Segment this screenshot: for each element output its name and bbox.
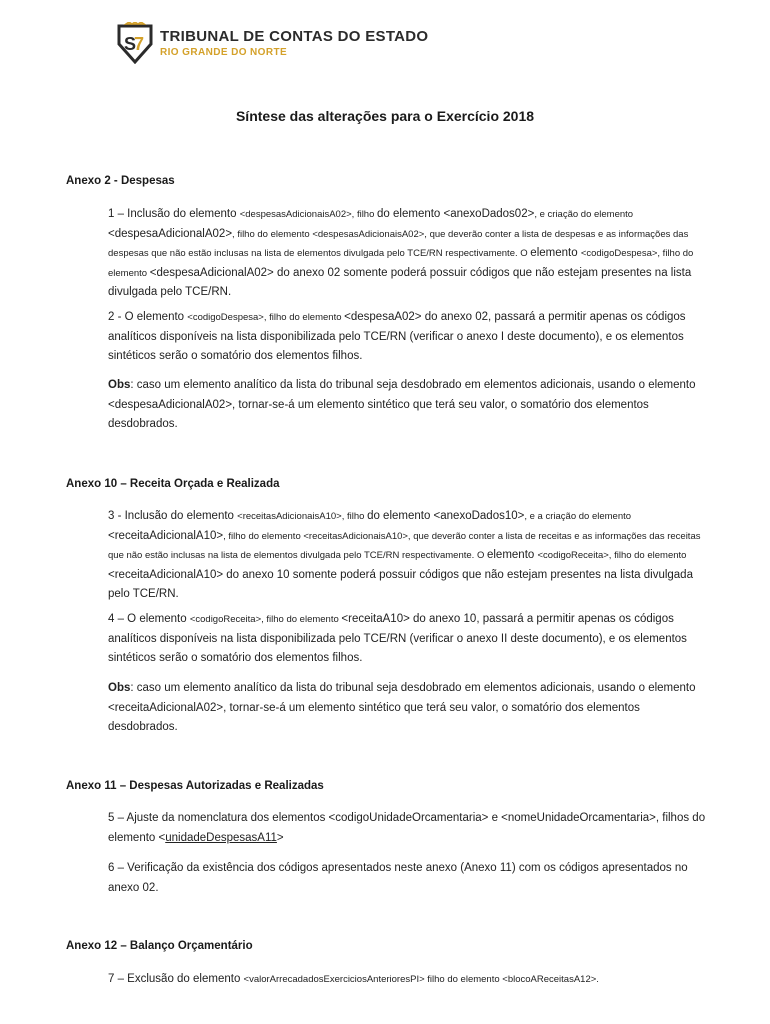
text-run: , e criação do elemento [534,209,634,220]
text-run: <despesaAdicionalA02> [108,227,233,240]
paragraph-item-1 [108,205,708,303]
text-run: , e a criação do elemento [524,511,632,522]
text-run: , filho do elemento <receitasAdicionaisA10>, que deverão conter a lista de receitas e as informações das receitas que não estão inclusas na lista de elementos divulgada pelo TCE/RN respectivamente. O [108,530,701,561]
obs-note-anexo-2 [108,376,708,435]
underlined-element-name: unidadeDespesasA11 [165,831,277,844]
text-run: <despesasAdicionaisA02>, filho [239,209,378,220]
text-run: 2 - O elemento [108,311,188,323]
text-run: 1 – Inclusão do elemento [108,208,240,220]
text-run: <codigoReceita>, filho do elemento [537,550,687,561]
section-heading-anexo-12: Anexo 12 – Balanço Orçamentário [66,940,253,952]
text-run: 3 - Inclusão do elemento [108,510,238,522]
text-run: , filho do elemento [263,312,345,323]
obs-label: Obs [108,379,131,391]
text-run: , filho do elemento <despesasAdicionaisA02>, que deverão conter a lista de despesas e as informações das despesas que não estão inclusas na lista de elementos divulgada pelo TCE/RN respectivamente. O [108,228,689,259]
text-run: do elemento <anexoDados10> [367,510,525,522]
text-run: <codigoDespesa>, filho do elemento [108,248,694,279]
paragraph-item-3 [108,507,708,605]
paragraph-item-5 [108,809,708,848]
text-run: do elemento <anexoDados02> [377,208,535,220]
text-run: : caso um elemento analítico da lista do tribunal seja desdobrado em elementos adicionais, usando o elemento <receitaAdicionalA02>, tornar-se-á um elemento sintético que terá seu valor, o somatório dos elementos desdobrados. [108,682,696,733]
text-run: <receitaAdicionalA10> [108,529,224,542]
section-heading-anexo-11: Anexo 11 – Despesas Autorizadas e Realizadas [66,780,324,792]
text-run: <valorArrecadadosExerciciosAnterioresPI> filho do elemento <blocoAReceitasA12>. [243,974,599,985]
text-run: : caso um elemento analítico da lista do tribunal seja desdobrado em elementos adicionais, usando o elemento <despesaAdicionalA02>, tornar-se-á um elemento sintético que terá seu valor, o somatório dos elementos desdobrados. [108,379,696,430]
text-run: 4 – O elemento [108,613,190,625]
org-subtitle: RIO GRANDE DO NORTE [160,47,288,58]
text-run: <codigoReceita>, filho do elemento [189,614,342,625]
text-run: elemento [486,549,538,561]
svg-text:7: 7 [134,34,145,54]
paragraph-item-2 [108,308,708,367]
section-heading-anexo-2: Anexo 2 - Despesas [66,175,175,187]
obs-note-anexo-10 [108,679,708,738]
paragraph-item-4 [108,610,708,669]
svg-text:S: S [124,34,137,54]
text-run: 7 – Exclusão do elemento [108,973,244,985]
section-heading-anexo-10: Anexo 10 – Receita Orçada e Realizada [66,478,280,490]
obs-label: Obs [108,682,131,694]
text-run: <receitasAdicionaisA10>, filho [237,511,368,522]
tce-rn-logo-icon [116,22,154,64]
paragraph-item-6: 6 – Verificação da existência dos códigos apresentados neste anexo (Anexo 11) com os códigos apresentados no anexo 02. [108,862,688,894]
text-run: <despesaAdicionalA02> do anexo 02 somente poderá possuir códigos que não estejam presentes na lista divulgada pelo TCE/RN. [108,266,692,298]
text-run: elemento [530,247,581,259]
text-run: > [276,831,284,844]
org-name: TRIBUNAL DE CONTAS DO ESTADO [160,28,429,45]
text-run: <receitaAdicionalA10> do anexo 10 somente poderá possuir códigos que não estejam presentes na lista divulgada pelo TCE/RN. [108,568,693,600]
paragraph-item-7 [108,970,708,990]
text-run: <receitaA10> do anexo 10, passará a permitir apenas os códigos analíticos disponíveis na lista disponibilizada pelo TCE/RN (verificar o anexo II deste documento), e os elementos sintéticos serão o somatório dos elementos filhos. [108,613,687,664]
text-run: <despesaA02> do anexo 02, passará a permitir apenas os códigos analíticos disponíveis na lista disponibilizada pelo TCE/RN (verificar o anexo I deste documento), e os elementos sintéticos serão o somatório dos elementos filhos. [108,311,686,362]
text-run: <codigoDespesa> [187,312,264,323]
document-title: Síntese das alterações para o Exercício 2018 [235,108,535,124]
text-run: 5 – Ajuste da nomenclatura dos elementos <codigoUnidadeOrcamentaria> e <nomeUnidadeOrcamentaria>, filhos do elemento < [108,812,706,844]
